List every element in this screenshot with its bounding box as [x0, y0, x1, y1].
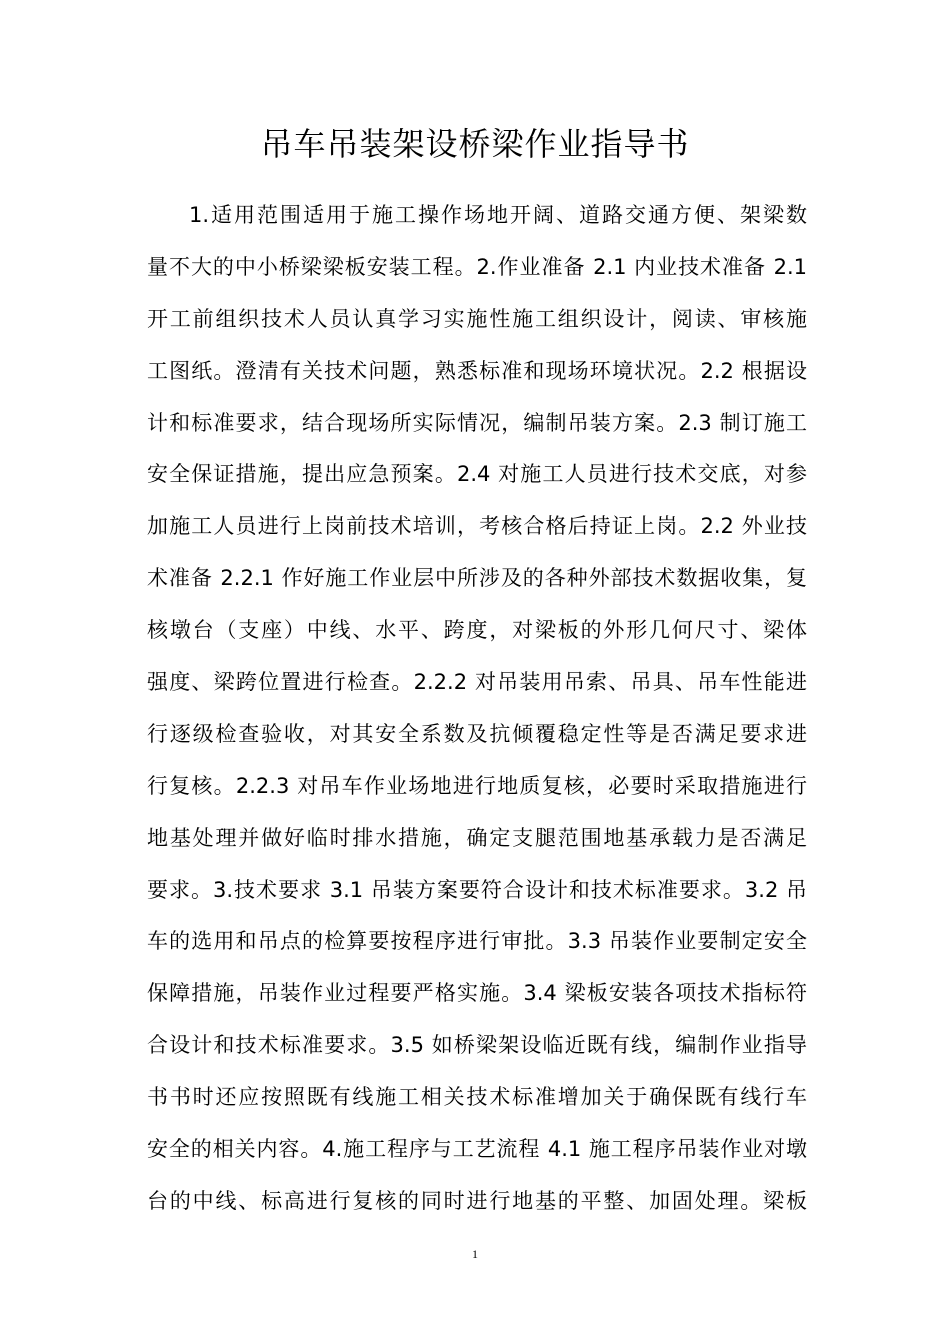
body-paragraph	[147, 190, 807, 1228]
text-line: 书书时还应按照既有线施工相关技术标准增加关于确保既有线行车	[147, 1085, 807, 1110]
text-line: 合设计和技术标准要求。3.5 如桥梁架设临近既有线，编制作业指导	[147, 1033, 807, 1058]
text-line: 要求。3.技术要求 3.1 吊装方案要符合设计和技术标准要求。3.2 吊	[147, 877, 807, 902]
text-line: 保障措施，吊装作业过程要严格实施。3.4 梁板安装各项技术指标符	[147, 981, 807, 1006]
text-line: 工图纸。澄清有关技术问题，熟悉标准和现场环境状况。2.2 根据设	[147, 358, 807, 383]
text-line: 安全保证措施，提出应急预案。2.4 对施工人员进行技术交底，对参	[147, 462, 807, 487]
text-line: 加施工人员进行上岗前技术培训，考核合格后持证上岗。2.2 外业技	[147, 514, 807, 539]
text-line: 量不大的中小桥梁梁板安装工程。2.作业准备 2.1 内业技术准备 2.1	[147, 254, 807, 279]
text-line: 台的中线、标高进行复核的同时进行地基的平整、加固处理。梁板	[147, 1188, 807, 1213]
text-line: 行逐级检查验收，对其安全系数及抗倾覆稳定性等是否满足要求进	[147, 721, 807, 746]
text-line: 计和标准要求，结合现场所实际情况，编制吊装方案。2.3 制订施工	[147, 410, 807, 435]
text-line: 开工前组织技术人员认真学习实施性施工组织设计，阅读、审核施	[147, 306, 807, 331]
text-line: 核墩台（支座）中线、水平、跨度，对梁板的外形几何尺寸、梁体	[147, 618, 807, 643]
text-line: 安全的相关内容。4.施工程序与工艺流程 4.1 施工程序吊装作业对墩	[147, 1137, 807, 1162]
text-line: 车的选用和吊点的检算要按程序进行审批。3.3 吊装作业要制定安全	[147, 929, 807, 954]
text-line: 1.适用范围适用于施工操作场地开阔、道路交通方便、架梁数	[189, 203, 807, 227]
text-line: 术准备 2.2.1 作好施工作业层中所涉及的各种外部技术数据收集，复	[147, 566, 807, 591]
text-line: 地基处理并做好临时排水措施，确定支腿范围地基承载力是否满足	[147, 825, 807, 850]
page-number: 1	[472, 1247, 478, 1261]
text-line: 行复核。2.2.3 对吊车作业场地进行地质复核，必要时采取措施进行	[147, 773, 807, 798]
document-title: 吊车吊装架设桥梁作业指导书	[260, 125, 690, 163]
text-line: 强度、梁跨位置进行检查。2.2.2 对吊装用吊索、吊具、吊车性能进	[147, 670, 807, 695]
